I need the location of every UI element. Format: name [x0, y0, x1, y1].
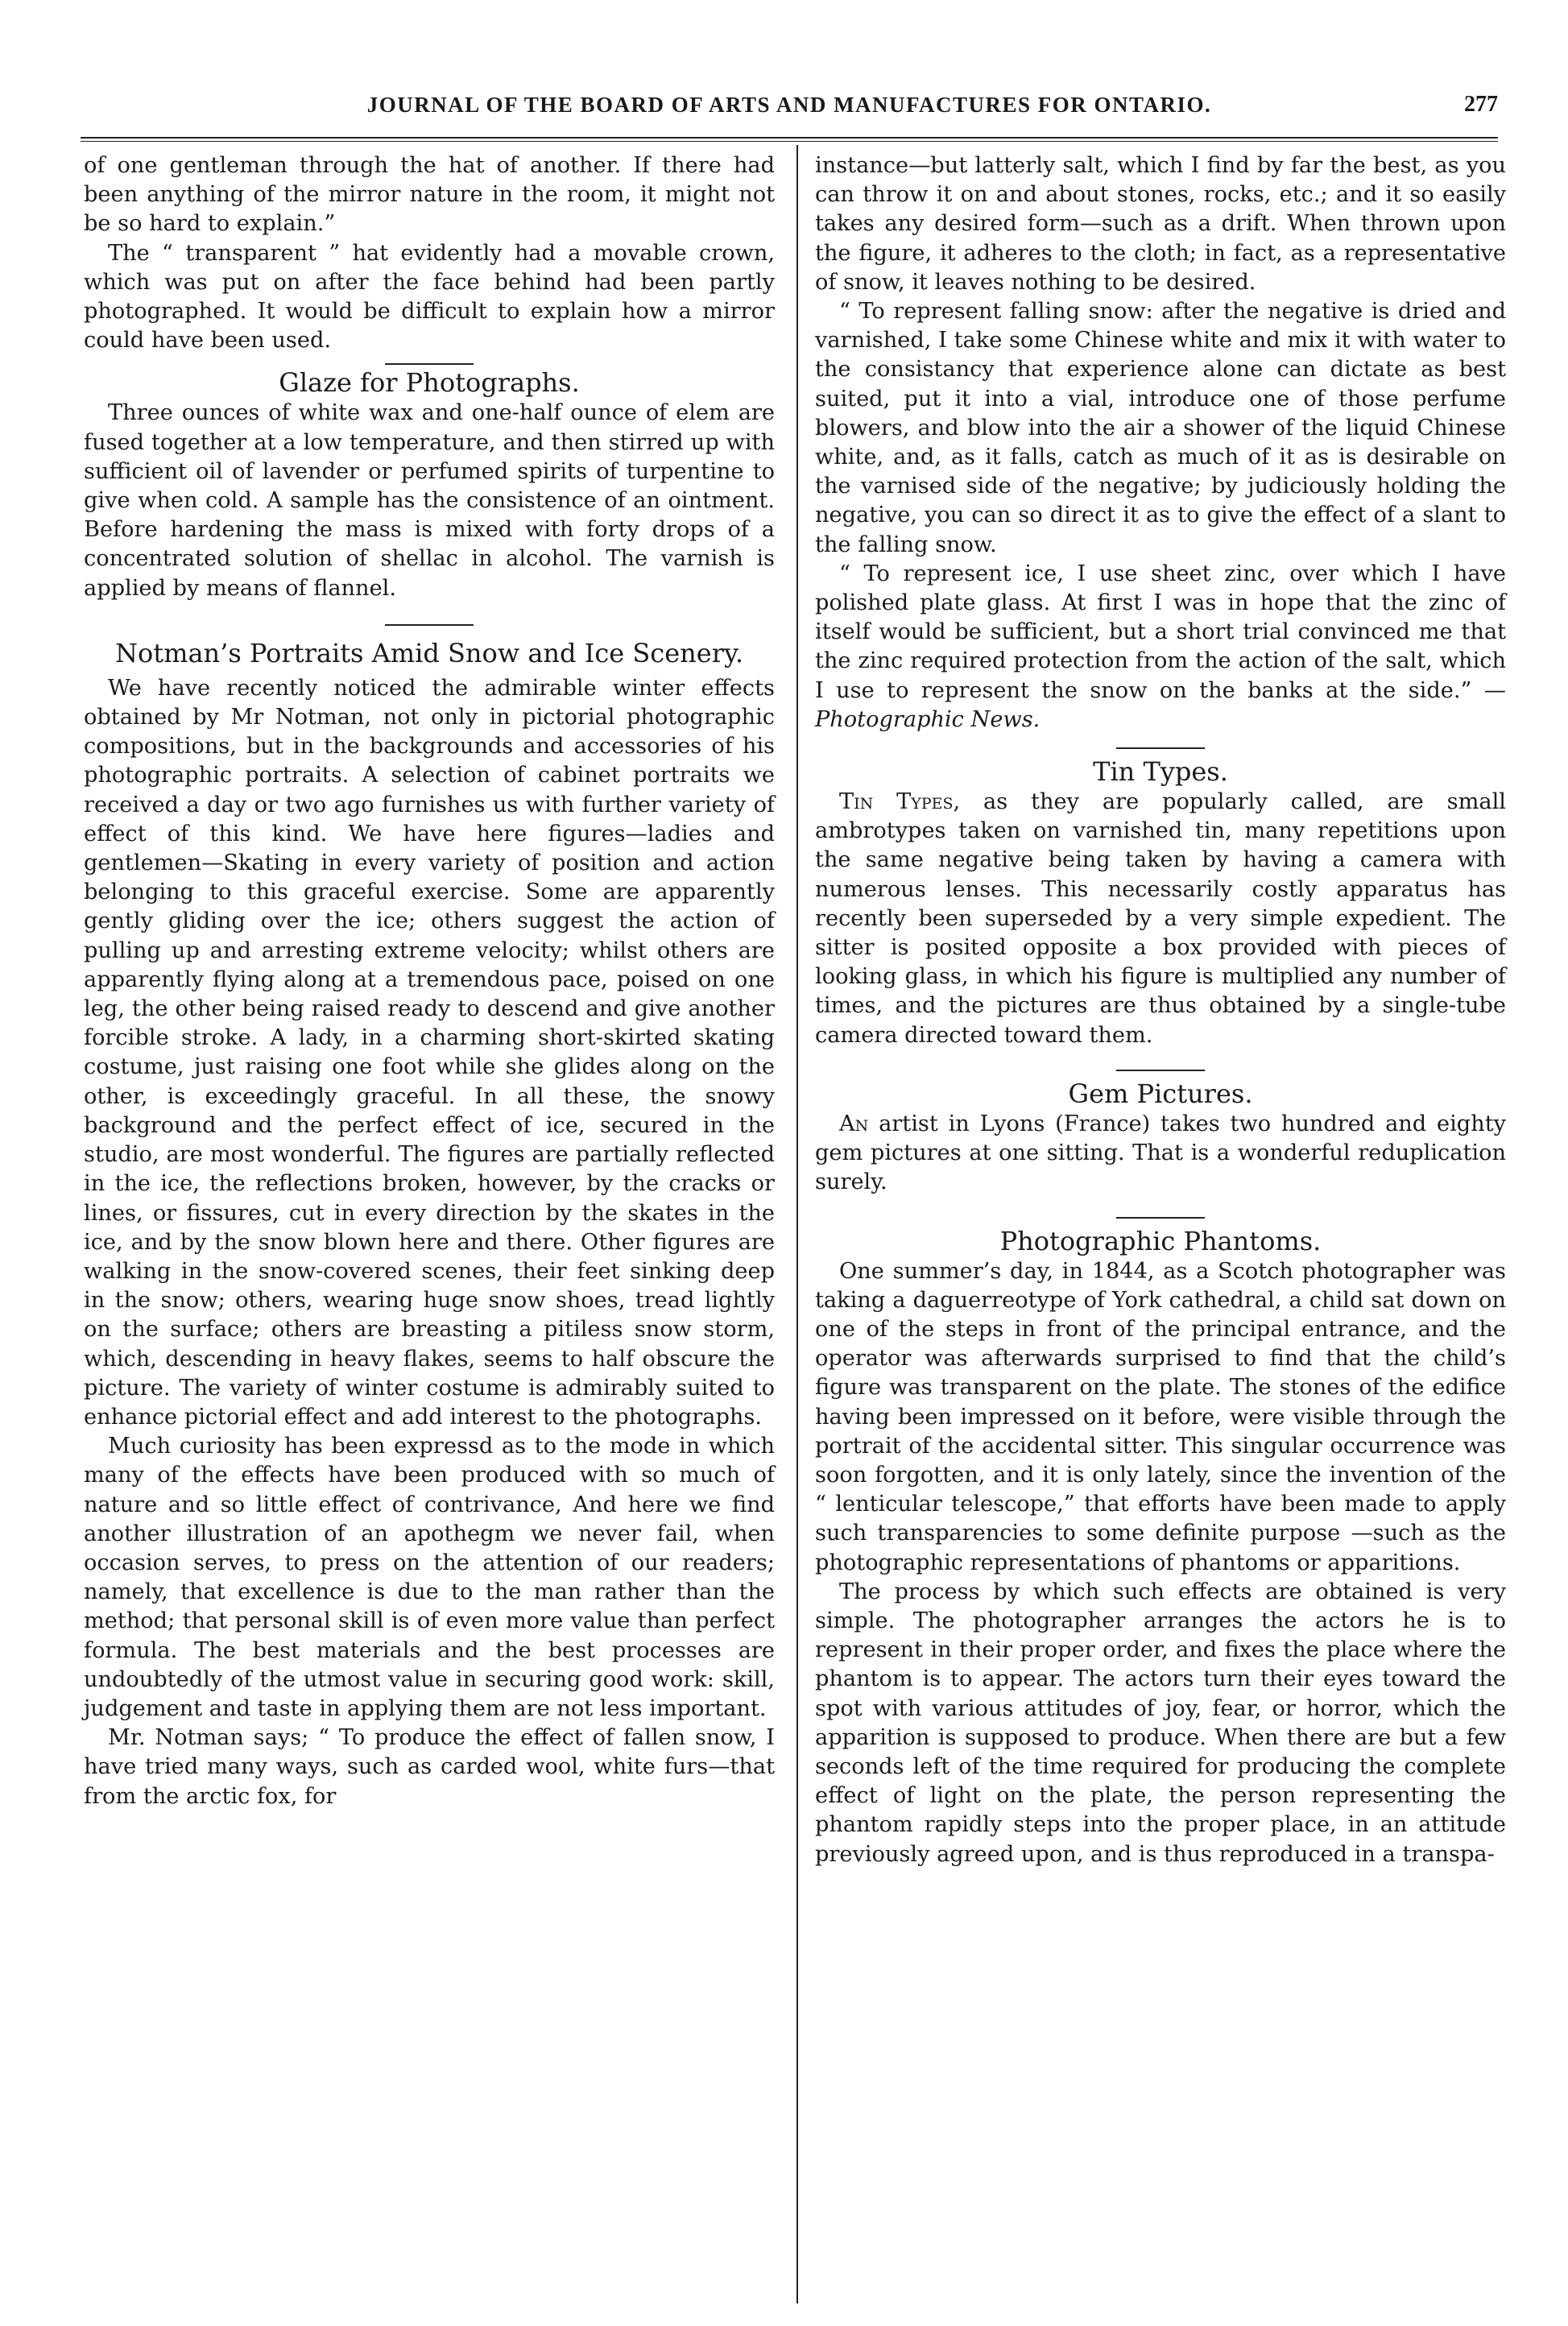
paragraph-body: artist in Lyons (France) takes two hundred and eighty gem pictures at one sitting. That is a wonderful reduplication surely.: [815, 1111, 1506, 1195]
paragraph: [815, 1110, 1506, 1198]
section-rule: [385, 363, 474, 365]
paragraph-body: as they are popularly called, are small ambrotypes taken on varnished tin, many repetitions upon the same negative being taken by having a camera with numerous lenses. This necessarily costly apparatus has recently been superseded by a very simple expedient. The sitter is posited opposite a box provided with pieces of looking glass, in which his figure is multiplied any number of times, and the pictures are thus obtained by a single-tube camera directed toward them.: [815, 789, 1506, 1048]
column-divider: [796, 145, 798, 2303]
section-title-gem-pictures: Gem Pictures.: [1068, 1078, 1253, 1109]
page-number: 277: [1464, 92, 1498, 117]
paragraph: The process by which such effects are obtained is very simple. The photographer arranges the actors he is to represent in their proper order, and fixes the place where the phantom is to appear. The actors turn their eyes toward the spot with various attitudes of joy, fear, or horror, which the apparition is supposed to produce. When there are but a few seconds left of the time required for producing the complete effect of light on the plate, the person representing the phantom rapidly steps into the proper place, in an attitude previously agreed upon, and is thus reproduced in a transpa-: [815, 1579, 1506, 1867]
page-header: [81, 89, 1498, 129]
section-rule: [385, 624, 474, 626]
paragraph: Much curiosity has been expressd as to the mode in which many of the effects have been produced with so much of nature and so little effect of contrivance, And here we find another illustration of an apothegm we never fail, when occasion serves, to press on the attention of our readers; namely, that excellence is due to the man rather than the method; that personal skill is of even more value than perfect formula. The best materials and the best processes are undoubtedly of the utmost value in securing good work: skill, judgement and taste in applying them are not less important.: [84, 1434, 775, 1721]
section-rule: [1116, 1070, 1205, 1071]
paragraph: We have recently noticed the admirable winter effects obtained by Mr Notman, not only in pictorial photographic compositions, but in the backgrounds and accessories of his photographic portraits. A selection of cabinet portraits we received a day or two ago furnishes us with further variety of effect of this kind. We have here figures—ladies and gentlemen—Skating in every variety of position and action belonging to this graceful exercise. Some are apparently gently gliding over the ice; others suggest the action of pulling up and arresting extreme velocity; whilst others are apparently flying along at a tremendous pace, poised on one leg, the other being raised ready to descend and give another forcible stroke. A lady, in a charming short-skirted skating costume, just raising one foot while she glides along on the other, is exceedingly graceful. In all these, the snowy background and the perfect effect of ice, secured in the studio, are most wonderful. The figures are partially reflected in the ice, the reflections broken, however, by the cracks or lines, or fissures, cut in every direction by the skates in the ice, and by the snow blown here and there. Other figures are walking in the snow-covered scenes, their feet sinking deep in the snow; others, wearing huge snow shoes, tread lightly on the surface; others are breasting a pitiless snow storm, which, descending in heavy flakes, seems to half obscure the picture. The variety of winter costume is admirably suited to enhance pictorial effect and add interest to the photographs.: [84, 675, 775, 1430]
lead-in: An: [839, 1111, 869, 1136]
section-title-notman: Notman’s Portraits Amid Snow and Ice Scenery.: [115, 637, 743, 668]
section-title-phantoms: Photographic Phantoms.: [999, 1225, 1322, 1256]
right-column: [815, 151, 1506, 1869]
running-head: JOURNAL OF THE BOARD OF ARTS AND MANUFACTURES FOR ONTARIO.: [366, 93, 1212, 117]
paragraph: Three ounces of white wax and one-half ounce of elem are fused together at a low temperature, and then stirred up with sufficient oil of lavender or perfumed spirits of turpentine to give when cold. A sample has the consistence of an ointment. Before hardening the mass is mixed with forty drops of a concentrated solution of shellac in alcohol. The varnish is applied by means of flannel.: [84, 400, 775, 601]
quote-text: “ To represent ice, I use sheet zinc, over which I have polished plate glass. At first I was in hope that the zinc of itself would be sufficient, but a short trial convinced me that the zinc required protection from the action of the salt, which I use to represent the snow on the banks at the side.”: [815, 561, 1506, 703]
paragraph: The “ transparent ” hat evidently had a movable crown, which was put on after the face behind had been partly photographed. It would be difficult to explain how a mirror could have been used.: [84, 240, 775, 354]
header-rule: [81, 137, 1498, 142]
section-rule: [1116, 747, 1205, 749]
paragraph: “ To represent falling snow: after the negative is dried and varnished, I take some Chinese white and mix it with water to the consistancy that experience alone can dictate as best suited, put it into a vial, introduce one of those perfume blowers, and blow into the air a shower of the liquid Chinese white, and, as it falls, catch as much of it as is desirable on the varnised side of the negative; by judiciously holding the negative, you can so direct it as to give the effect of a slant to the falling snow.: [815, 299, 1506, 557]
continued-paragraph: instance—but latterly salt, which I find by far the best, as you can throw it on and about stones, rocks, etc.; and it so easily takes any desired form—such as a drift. When thrown upon the figure, it adheres to the cloth; in fact, as a representative of snow, it leaves nothing to be desired.: [815, 153, 1506, 295]
source-credit: —Photographic News.: [815, 677, 1506, 732]
paragraph: [815, 560, 1506, 735]
continued-paragraph: of one gentleman through the hat of another. If there had been anything of the mirror nature in the room, it might not be so hard to explain.”: [84, 153, 775, 237]
lead-in: Tin Types,: [839, 789, 961, 815]
paragraph: [815, 788, 1506, 1050]
left-column: [84, 151, 775, 1811]
section-title-glaze: Glaze for Photographs.: [279, 367, 580, 399]
paragraph: Mr. Notman says; “ To produce the effect of fallen snow, I have tried many ways, such as carded wool, white furs—that from the arctic fox, for: [84, 1725, 775, 1809]
paragraph: One summer’s day, in 1844, as a Scotch photographer was taking a daguerreotype of York cathedral, a child sat down on one of the steps in front of the principal entrance, and the operator was afterwards surprised to find that the child’s figure was transparent on the plate. The stones of the edifice having been impressed on it before, were visible through the portrait of the accidental sitter. This singular occurrence was soon forgotten, and it is only lately, since the invention of the “ lenticular telescope,” that efforts have been made to apply such transparencies to some definite purpose —such as the photographic representations of phantoms or apparitions.: [815, 1258, 1506, 1575]
section-title-tin-types: Tin Types.: [1093, 756, 1228, 788]
section-rule: [1116, 1217, 1205, 1219]
